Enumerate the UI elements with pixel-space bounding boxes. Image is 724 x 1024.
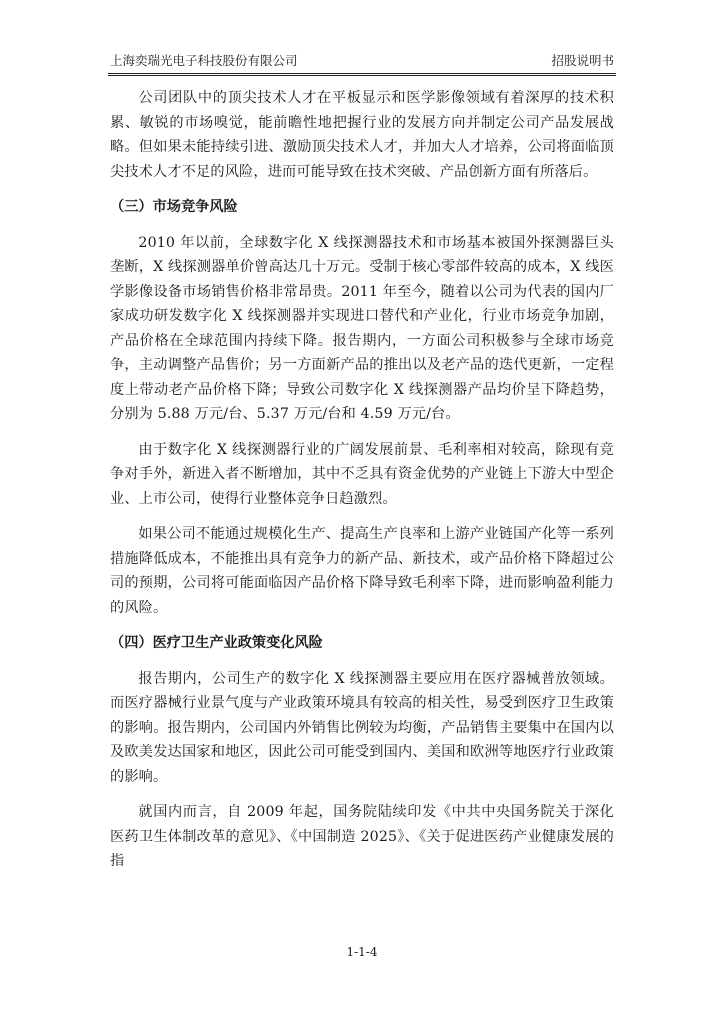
paragraph-market-history: 2010 年以前，全球数字化 X 线探测器技术和市场基本被国外探测器巨头垄断，X 线探测器单价曾高达几十万元。受制于核心零部件较高的成本，X 线医学影像设备市场销售价格非常昂贵。2011 年至今，随着以公司为代表的国内厂家成功研发数字化 X 线探测器并实现进口替代和产业化，行业市场竞争加剧，产品价格在全球范围内持续下降。报告期内，一方面公司积极参与全球市场竞争，主动调整产品售价；另一方面新产品的推出以及老产品的迭代更新，一定程度上带动老产品价格下降；导致公司数字化 X 线探测器产品均价呈下降趋势，分别为 5.88 万元/台、5.37 万元/台和 4.59 万元/台。 bbox=[110, 234, 614, 422]
page-body bbox=[110, 86, 614, 885]
page-header bbox=[110, 52, 614, 70]
paragraph-domestic-policy: 就国内而言，自 2009 年起，国务院陆续印发《中共中央国务院关于深化医药卫生体制改革的意见》、《中国制造 2025》、《关于促进医药产业健康发展的指 bbox=[110, 804, 614, 869]
paragraph-cost-risk: 如果公司不能通过规模化生产、提高生产良率和上游产业链国产化等一系列措施降低成本，不能推出具有竞争力的新产品、新技术，或产品价格下降超过公司的预期，公司将可能面临因产品价格下降导致毛利率下降，进而影响盈利能力的风险。 bbox=[110, 526, 614, 616]
header-rule bbox=[108, 73, 616, 74]
paragraph-new-entrants: 由于数字化 X 线探测器行业的广阔发展前景、毛利率相对较高，除现有竞争对手外，新进入者不断增加，其中不乏具有资金优势的产业链上下游大中型企业、上市公司，使得行业整体竞争日趋激烈。 bbox=[110, 441, 614, 507]
header-document-type: 招股说明书 bbox=[551, 53, 614, 68]
section-heading-market-competition: （三）市场竞争风险 bbox=[110, 199, 238, 215]
section-heading-policy-risk: （四）医疗卫生产业政策变化风险 bbox=[110, 635, 323, 651]
paragraph-policy-impact: 报告期内，公司生产的数字化 X 线探测器主要应用在医疗器械普放领域。而医疗器械行业景气度与产业政策环境具有较高的相关性，易受到医疗卫生政策的影响。报告期内，公司国内外销售比例较为均衡，产品销售主要集中在国内以及欧美发达国家和地区，因此公司可能受到国内、美国和欧洲等地医疗行业政策的影响。 bbox=[110, 670, 614, 785]
paragraph-talent-risk: 公司团队中的顶尖技术人才在平板显示和医学影像领域有着深厚的技术积累、敏锐的市场嗅觉，能前瞻性地把握行业的发展方向并制定公司产品发展战略。但如果未能持续引进、激励顶尖技术人才，并加大人才培养，公司将面临顶尖技术人才不足的风险，进而可能导致在技术突破、产品创新方面有所落后。 bbox=[110, 90, 614, 180]
page-number: 1-1-4 bbox=[346, 945, 378, 959]
header-rule-thin bbox=[108, 75, 616, 76]
header-company-name: 上海奕瑞光电子科技股份有限公司 bbox=[110, 53, 298, 68]
